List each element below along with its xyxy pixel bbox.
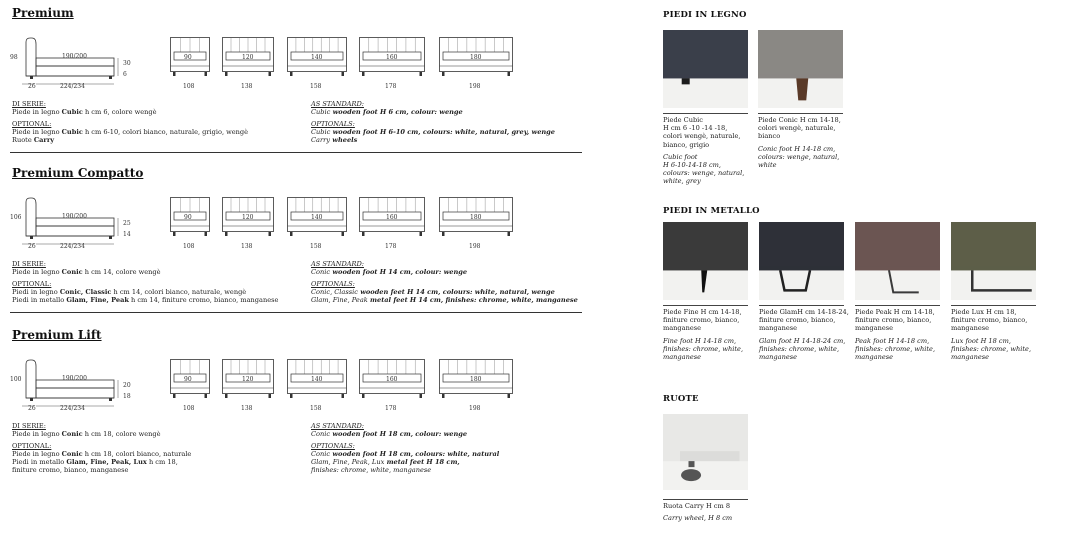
en-standard-text xyxy=(311,430,467,438)
section-title: Premium xyxy=(12,6,74,20)
side-length: 224/234 xyxy=(60,83,85,90)
bed-inner-width: 90 xyxy=(184,376,192,383)
en-optional-line-1-part: Conic, Classic xyxy=(311,288,358,296)
foot-caption xyxy=(663,502,754,522)
bed-total-width: 198 xyxy=(469,405,481,412)
foot-caption-it: Piede Cubic H cm 6 -10 -14 -18, colori wengè, naturale, bianco, grigio xyxy=(663,116,741,149)
bed-total-width: 138 xyxy=(241,243,253,250)
it-standard-text-part: Piede in legno xyxy=(12,108,62,116)
en-optional-line-2-part: wheels xyxy=(330,136,358,144)
it-optional-line-2-part: h cm 14, finiture cromo, bianco, manganese xyxy=(128,296,279,304)
it-optional-label: OPTIONAL: xyxy=(12,120,52,128)
foot-caption xyxy=(951,308,1042,361)
it-optional-line-1-part: h cm 18, colori bianco, naturale xyxy=(82,450,192,458)
foot-caption-en: Conic foot H 14-18 cm, colours: wenge, natural, white xyxy=(758,144,840,170)
side-left-offset: 26 xyxy=(28,83,36,90)
foot-caption-en: Peak foot H 14-18 cm, finishes: chrome, white, manganese xyxy=(855,336,936,362)
bed-inner-width: 140 xyxy=(311,214,323,221)
en-optional-label: OPTIONALS: xyxy=(311,120,355,128)
it-standard-text-part: h cm 14, colore wengè xyxy=(82,268,161,276)
it-standard-text xyxy=(12,430,161,438)
caption-rule xyxy=(855,305,940,306)
foot-photo-render xyxy=(951,222,1036,300)
bed-inner-width: 120 xyxy=(242,214,254,221)
en-standard-text-part: Cubic xyxy=(311,108,331,116)
foot-photo xyxy=(663,414,748,490)
section-divider xyxy=(10,312,582,313)
bed-total-width: 178 xyxy=(385,83,397,90)
foot-caption-it: Ruota Carry H cm 8 xyxy=(663,502,731,510)
foot-caption-en: Cubic foot H 6-10-14-18 cm, colours: wenge, natural, white, grey xyxy=(663,152,745,186)
en-standard-text-part: wooden foot H 14 cm, colour: wenge xyxy=(330,268,468,276)
side-height: 98 xyxy=(10,54,18,61)
foot-caption xyxy=(855,308,946,361)
foot-photo-render xyxy=(855,222,940,300)
caption-rule xyxy=(951,305,1036,306)
it-standard-text-part: Piede in legno xyxy=(12,430,62,438)
side-length: 224/234 xyxy=(60,405,85,412)
caption-rule xyxy=(663,499,748,500)
bed-inner-width: 180 xyxy=(470,376,482,383)
bed-total-width: 138 xyxy=(241,83,253,90)
side-length: 224/234 xyxy=(60,243,85,250)
foot-caption xyxy=(663,308,754,361)
foot-photo-render xyxy=(758,30,843,108)
it-optional-line-1-part: Piede in legno xyxy=(12,450,62,458)
it-optional-line-2-part: Ruote xyxy=(12,136,34,144)
foot-caption-it: Piede GlamH cm 14-18-24, finiture cromo, bianco, manganese xyxy=(759,308,849,333)
side-foot-bottom: 6 xyxy=(123,71,127,78)
caption-rule xyxy=(758,113,843,114)
it-standard-label: DI SERIE: xyxy=(12,100,46,108)
foot-photo-render xyxy=(663,222,748,300)
side-inner-length: 190/200 xyxy=(62,375,87,382)
it-optional-line-1-part: h cm 6-10, colori bianco, naturale, grigio, wengè xyxy=(82,128,249,136)
it-optional-line-2-part: h cm 18, xyxy=(146,458,178,466)
bed-total-width: 108 xyxy=(183,83,195,90)
bed-total-width: 158 xyxy=(310,405,322,412)
side-foot-top: 20 xyxy=(123,382,131,389)
bed-inner-width: 120 xyxy=(242,376,254,383)
en-standard-text-part: wooden foot H 18 cm, colour: wenge xyxy=(330,430,468,438)
en-optional-line-2-part: Carry xyxy=(311,136,331,144)
bed-total-width: 158 xyxy=(310,243,322,250)
en-standard-label: AS STANDARD: xyxy=(311,100,364,108)
bed-inner-width: 180 xyxy=(470,54,482,61)
bed-inner-width: 180 xyxy=(470,214,482,221)
bed-inner-width: 90 xyxy=(184,214,192,221)
bed-total-width: 198 xyxy=(469,83,481,90)
bed-inner-width: 90 xyxy=(184,54,192,61)
bed-total-width: 158 xyxy=(310,83,322,90)
side-foot-bottom: 18 xyxy=(123,393,131,400)
it-optional-label: OPTIONAL: xyxy=(12,280,52,288)
it-optional-line-1-part: Piede in legno xyxy=(12,128,62,136)
it-standard-label: DI SERIE: xyxy=(12,260,46,268)
foot-photo xyxy=(663,30,748,108)
it-optional-line-2 xyxy=(12,296,278,304)
en-optional-line-2 xyxy=(311,296,578,304)
en-standard-text xyxy=(311,268,467,276)
it-optional-line-2-part: Carry xyxy=(33,136,55,144)
it-optional-line-2-part: Glam, Fine, Peak xyxy=(66,296,129,304)
side-left-offset: 26 xyxy=(28,243,36,250)
side-foot-top: 30 xyxy=(123,60,131,67)
bed-total-width: 108 xyxy=(183,405,195,412)
bed-total-width: 178 xyxy=(385,405,397,412)
foot-caption-en: Fine foot H 14-18 cm, finishes: chrome, white, manganese xyxy=(663,336,744,362)
side-foot-bottom: 14 xyxy=(123,231,131,238)
foot-caption xyxy=(759,308,850,361)
it-optional-line-2 xyxy=(12,136,54,144)
it-optional-line-3: finiture cromo, bianco, manganese xyxy=(12,466,129,474)
it-standard-text-part: Conic xyxy=(61,430,83,438)
en-standard-label: AS STANDARD: xyxy=(311,260,364,268)
bed-total-width: 138 xyxy=(241,405,253,412)
foot-photo xyxy=(759,222,844,300)
it-optional-label: OPTIONAL: xyxy=(12,442,52,450)
foot-photo-render xyxy=(759,222,844,300)
it-standard-label: DI SERIE: xyxy=(12,422,46,430)
caption-rule xyxy=(663,305,748,306)
en-optional-label: OPTIONALS: xyxy=(311,442,355,450)
it-optional-line-2-part: Glam, Fine, Peak, Lux xyxy=(66,458,147,466)
bed-inner-width: 140 xyxy=(311,376,323,383)
it-standard-text-part: Conic xyxy=(61,268,83,276)
side-height: 106 xyxy=(10,214,22,221)
en-optional-line-1-part: wooden foot H 6-10 cm, colours: white, natural, grey, wenge xyxy=(330,128,555,136)
bed-inner-width: 160 xyxy=(386,54,398,61)
it-standard-text-part: Cubic xyxy=(61,108,83,116)
it-optional-line-2-part: Piedi in metallo xyxy=(12,296,67,304)
section-title: Premium Compatto xyxy=(12,166,144,180)
section-title: Premium Lift xyxy=(12,328,102,342)
en-standard-text-part: Conic xyxy=(311,268,331,276)
bed-total-width: 178 xyxy=(385,243,397,250)
foot-caption-it: Piede Peak H cm 14-18, finiture cromo, bianco, manganese xyxy=(855,308,935,333)
foot-caption-en: Glam foot H 14-18-24 cm, finishes: chrome, white, manganese xyxy=(759,336,846,362)
it-standard-text xyxy=(12,268,161,276)
bed-inner-width: 160 xyxy=(386,214,398,221)
it-standard-text-part: h cm 18, colore wengè xyxy=(82,430,161,438)
foot-caption xyxy=(758,116,849,169)
en-optional-line-2-part: Glam, Fine, Peak xyxy=(311,296,368,304)
en-optional-line-1-part: wooden feet H 14 cm, colours: white, natural, wenge xyxy=(357,288,555,296)
en-optional-line-1-part: Conic xyxy=(311,450,331,458)
wheels-title: RUOTE xyxy=(663,394,699,404)
en-standard-label: AS STANDARD: xyxy=(311,422,364,430)
foot-photo xyxy=(758,30,843,108)
section-divider xyxy=(10,152,582,153)
bed-total-width: 198 xyxy=(469,243,481,250)
en-optional-line-1-part: wooden foot H 18 cm, colours: white, natural xyxy=(330,450,500,458)
foot-photo-render xyxy=(663,414,748,490)
bed-inner-width: 160 xyxy=(386,376,398,383)
caption-rule xyxy=(663,113,748,114)
bed-inner-width: 120 xyxy=(242,54,254,61)
en-optional-line-2 xyxy=(311,136,357,144)
foot-caption-en: Carry wheel, H 8 cm xyxy=(663,514,733,523)
foot-photo-render xyxy=(663,30,748,108)
foot-caption-it: Piede Lux H cm 18, finiture cromo, bianco, manganese xyxy=(951,308,1028,333)
en-optional-line-2-part: metal feet H 14 cm, finishes: chrome, white, manganese xyxy=(367,296,578,304)
bed-inner-width: 140 xyxy=(311,54,323,61)
it-standard-text-part: Piede in legno xyxy=(12,268,62,276)
foot-photo xyxy=(663,222,748,300)
it-standard-text-part: h cm 6, colore wengè xyxy=(82,108,157,116)
bed-total-width: 108 xyxy=(183,243,195,250)
caption-rule xyxy=(759,305,844,306)
en-optional-label: OPTIONALS: xyxy=(311,280,355,288)
side-inner-length: 190/200 xyxy=(62,213,87,220)
en-standard-text-part: wooden foot H 6 cm, colour: wenge xyxy=(330,108,463,116)
it-optional-line-1-part: Cubic xyxy=(61,128,83,136)
foot-caption xyxy=(663,116,754,186)
side-inner-length: 190/200 xyxy=(62,53,87,60)
it-optional-line-1-part: Conic, Classic xyxy=(59,288,112,296)
en-optional-line-2-part: Glam, Fine, Peak, Lux xyxy=(311,458,385,466)
en-optional-line-3: finishes: chrome, white, manganese xyxy=(311,466,432,474)
it-optional-line-1-part: h cm 14, colori bianco, naturale, wengè xyxy=(111,288,247,296)
foot-caption-en: Lux foot H 18 cm, finishes: chrome, white, manganese xyxy=(951,336,1032,362)
en-optional-line-1-part: Cubic xyxy=(311,128,331,136)
foot-photo xyxy=(855,222,940,300)
en-optional-line-2-part: metal feet H 18 cm, xyxy=(384,458,460,466)
en-standard-text xyxy=(311,108,463,116)
it-standard-text xyxy=(12,108,157,116)
it-optional-line-2-part: Piedi in metallo xyxy=(12,458,67,466)
it-optional-line-1-part: Conic xyxy=(61,450,83,458)
en-standard-text-part: Conic xyxy=(311,430,331,438)
foot-caption-it: Piede Fine H cm 14-18, finiture cromo, bianco, manganese xyxy=(663,308,742,333)
side-foot-top: 25 xyxy=(123,220,131,227)
wood-feet-title: PIEDI IN LEGNO xyxy=(663,10,747,20)
foot-caption-it: Piede Conic H cm 14-18, colori wengè, naturale, bianco xyxy=(758,116,841,141)
foot-photo xyxy=(951,222,1036,300)
it-optional-line-1-part: Piedi in legno xyxy=(12,288,60,296)
side-left-offset: 26 xyxy=(28,405,36,412)
side-height: 100 xyxy=(10,376,22,383)
metal-feet-title: PIEDI IN METALLO xyxy=(663,206,760,216)
